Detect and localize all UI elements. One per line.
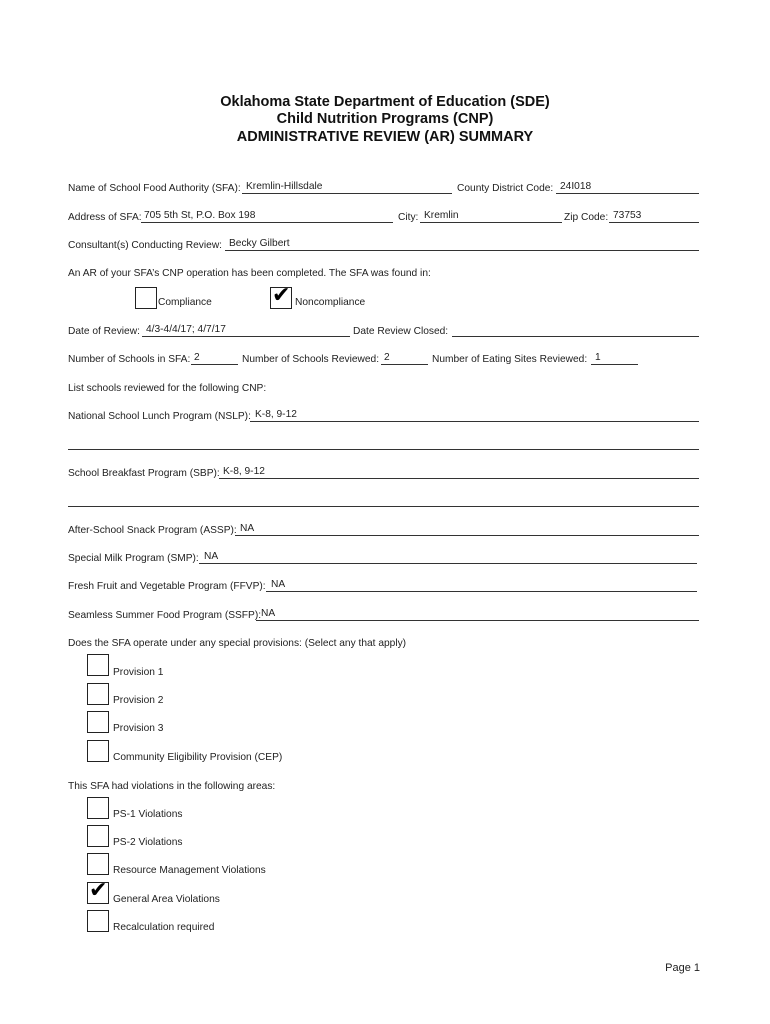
resource-management-label: Resource Management Violations xyxy=(113,865,266,876)
ps1-violations-checkbox[interactable] xyxy=(87,797,109,819)
city-line xyxy=(420,222,562,223)
provisions-question: Does the SFA operate under any special provisions: (Select any that apply) xyxy=(68,638,407,649)
assp-field[interactable]: NA xyxy=(240,523,255,534)
county-code-label: County District Code: xyxy=(457,183,554,194)
compliance-checkbox[interactable] xyxy=(135,287,157,309)
form-title-summary: ADMINISTRATIVE REVIEW (AR) SUMMARY xyxy=(236,129,534,145)
closed-date-line xyxy=(452,336,699,337)
closed-date-label: Date Review Closed: xyxy=(353,326,449,337)
zip-line xyxy=(609,222,699,223)
cep-checkbox[interactable] xyxy=(87,740,109,762)
recalculation-checkbox[interactable] xyxy=(87,910,109,932)
sfa-name-field[interactable]: Kremlin-Hillsdale xyxy=(246,181,323,192)
general-area-label: General Area Violations xyxy=(113,894,220,905)
assp-label: After-School Snack Program (ASSP): xyxy=(68,525,237,536)
sfa-name-label: Name of School Food Authority (SFA): xyxy=(68,183,241,194)
schools-count-line xyxy=(191,364,238,365)
ffvp-label: Fresh Fruit and Vegetable Program (FFVP): xyxy=(68,581,266,592)
provision-2-label: Provision 2 xyxy=(113,695,164,706)
city-label: City: xyxy=(398,212,419,223)
provision-3-label: Provision 3 xyxy=(113,723,164,734)
city-field[interactable]: Kremlin xyxy=(424,210,459,221)
violations-intro: This SFA had violations in the following areas: xyxy=(68,781,276,792)
provision-1-label: Provision 1 xyxy=(113,667,164,678)
ssfp-field[interactable]: NA xyxy=(261,608,276,619)
smp-line xyxy=(199,563,697,564)
review-date-label: Date of Review: xyxy=(68,326,140,337)
zip-field[interactable]: 73753 xyxy=(613,210,642,221)
ps1-violations-label: PS-1 Violations xyxy=(113,809,183,820)
ffvp-line xyxy=(266,591,697,592)
programs-intro: List schools reviewed for the following CNP: xyxy=(68,383,267,394)
finding-intro: An AR of your SFA’s CNP operation has been completed. The SFA was found in: xyxy=(68,268,431,279)
checkmark-icon: ✔ xyxy=(89,878,108,903)
review-date-field[interactable]: 4/3-4/4/17; 4/7/17 xyxy=(146,324,226,335)
ssfp-line xyxy=(256,620,699,621)
county-code-line xyxy=(556,193,699,194)
assp-line xyxy=(235,535,699,536)
checkmark-icon: ✔ xyxy=(272,283,291,308)
sbp-label: School Breakfast Program (SBP): xyxy=(68,468,220,479)
ps2-violations-checkbox[interactable] xyxy=(87,825,109,847)
schools-count-label: Number of Schools in SFA: xyxy=(68,354,191,365)
general-area-checkbox[interactable] xyxy=(87,878,109,904)
sbp-field[interactable]: K-8, 9-12 xyxy=(223,466,265,477)
schools-reviewed-field[interactable]: 2 xyxy=(384,352,390,363)
ffvp-field[interactable]: NA xyxy=(271,579,286,590)
form-title-agency: Oklahoma State Department of Education (SDE) xyxy=(220,94,550,110)
ps2-violations-label: PS-2 Violations xyxy=(113,837,183,848)
address-label: Address of SFA: xyxy=(68,212,142,223)
sites-reviewed-label: Number of Eating Sites Reviewed: xyxy=(432,354,588,365)
schools-reviewed-line xyxy=(381,364,428,365)
nslp-label: National School Lunch Program (NSLP): xyxy=(68,411,251,422)
consultant-label: Consultant(s) Conducting Review: xyxy=(68,240,223,251)
page-number: Page 1 xyxy=(665,962,700,974)
sbp-continuation-line xyxy=(68,506,699,507)
recalculation-label: Recalculation required xyxy=(113,922,215,933)
nslp-line xyxy=(250,421,699,422)
county-code-field[interactable]: 24I018 xyxy=(560,181,592,192)
nslp-continuation-line xyxy=(68,449,699,450)
noncompliance-checkbox[interactable] xyxy=(270,283,292,309)
sbp-line xyxy=(219,478,699,479)
smp-label: Special Milk Program (SMP): xyxy=(68,553,199,564)
sites-reviewed-field[interactable]: 1 xyxy=(595,352,601,363)
noncompliance-label: Noncompliance xyxy=(295,297,366,308)
resource-management-checkbox[interactable] xyxy=(87,853,109,875)
smp-field[interactable]: NA xyxy=(204,551,219,562)
address-line xyxy=(141,222,393,223)
review-date-line xyxy=(142,336,350,337)
consultant-line xyxy=(225,250,699,251)
sfa-name-line xyxy=(242,193,452,194)
schools-reviewed-label: Number of Schools Reviewed: xyxy=(242,354,380,365)
nslp-field[interactable]: K-8, 9-12 xyxy=(255,409,297,420)
provision-3-checkbox[interactable] xyxy=(87,711,109,733)
address-field[interactable]: 705 5th St, P.O. Box 198 xyxy=(144,210,256,221)
provision-1-checkbox[interactable] xyxy=(87,654,109,676)
schools-count-field[interactable]: 2 xyxy=(194,352,200,363)
form-title-program: Child Nutrition Programs (CNP) xyxy=(276,111,494,127)
cep-label: Community Eligibility Provision (CEP) xyxy=(113,752,283,763)
ssfp-label: Seamless Summer Food Program (SSFP): xyxy=(68,610,262,621)
compliance-label: Compliance xyxy=(158,297,212,308)
sites-reviewed-line xyxy=(591,364,638,365)
consultant-field[interactable]: Becky Gilbert xyxy=(229,238,290,249)
provision-2-checkbox[interactable] xyxy=(87,683,109,705)
zip-label: Zip Code: xyxy=(564,212,609,223)
